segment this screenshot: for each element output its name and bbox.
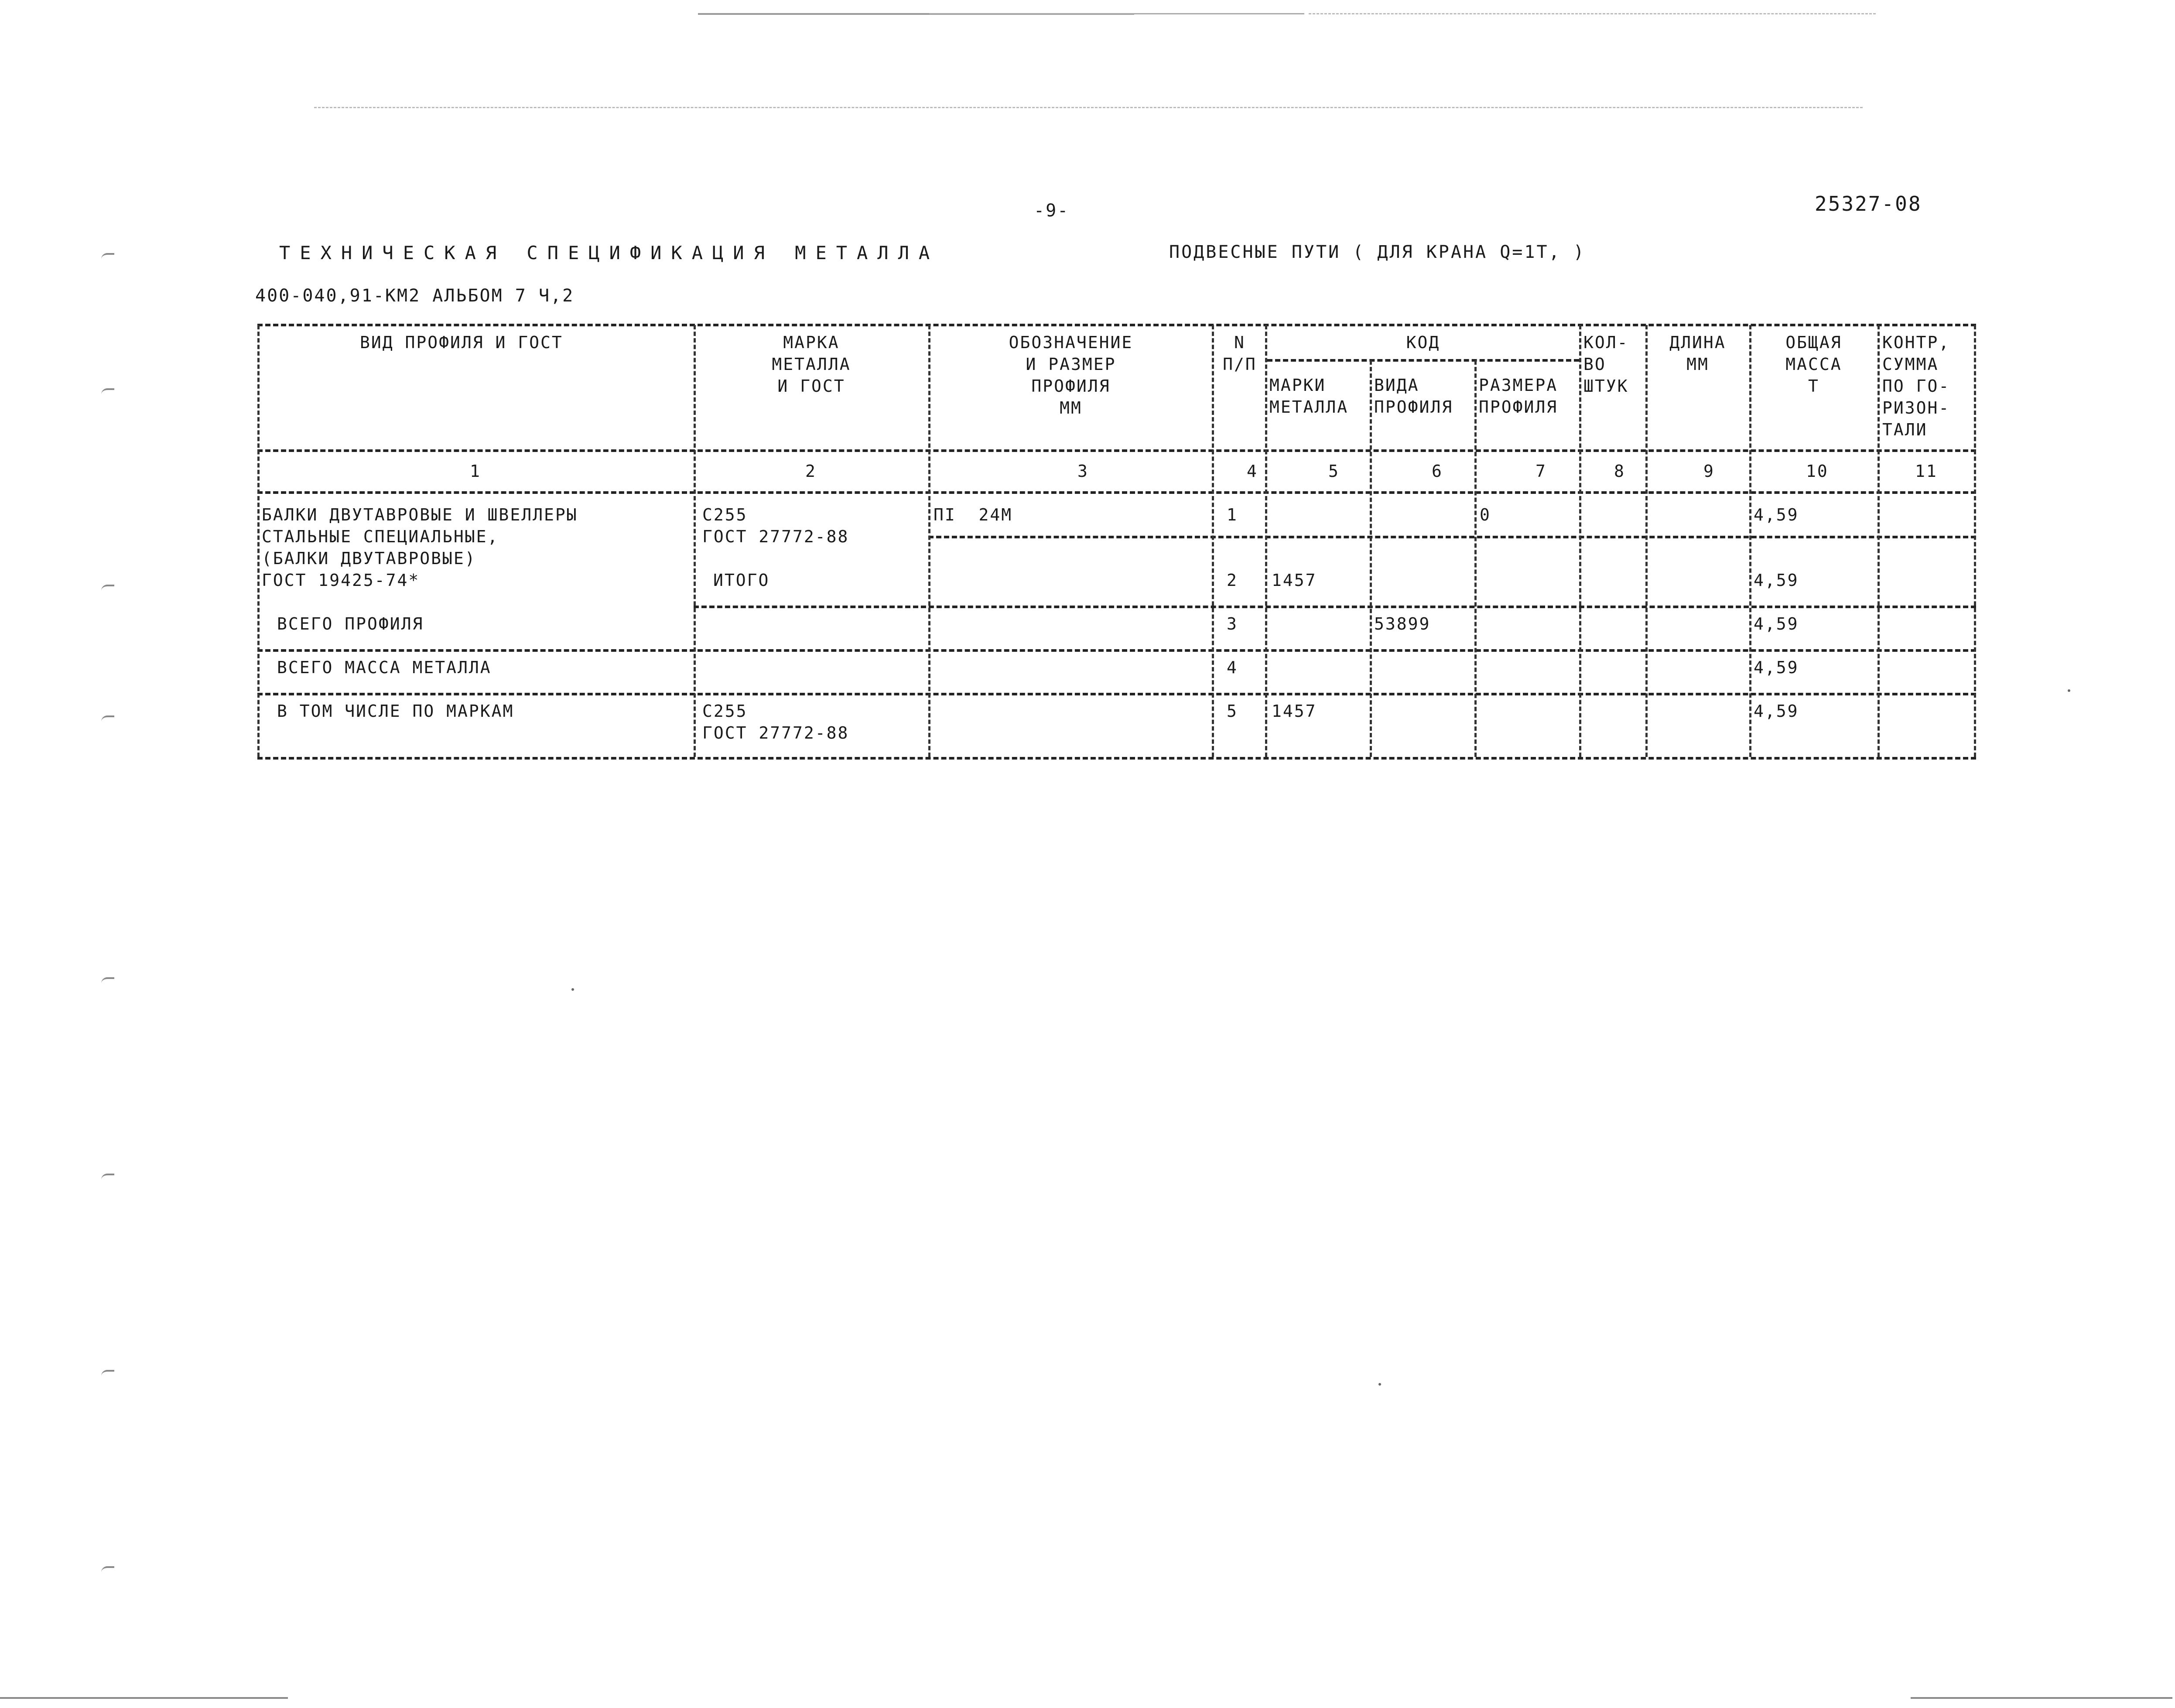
header-length: ДЛИНА ММ bbox=[1669, 333, 1726, 374]
table-column-rule bbox=[1474, 360, 1477, 757]
table-column-rule bbox=[1370, 360, 1372, 757]
column-number: 6 bbox=[1432, 462, 1443, 481]
column-number: 4 bbox=[1247, 462, 1258, 481]
column-number: 2 bbox=[805, 462, 817, 481]
header-code: КОД bbox=[1406, 333, 1440, 352]
row-profile-designation: ПI 24М bbox=[934, 505, 1013, 524]
row-item-number: 1 bbox=[1227, 505, 1238, 524]
table-column-rule bbox=[1974, 325, 1976, 757]
row-item-number: 5 bbox=[1227, 702, 1238, 721]
header-metal-code: МАРКИ МЕТАЛЛА bbox=[1269, 376, 1349, 417]
row-total-mass: 4,59 bbox=[1754, 702, 1799, 721]
table-rule bbox=[257, 693, 1976, 695]
row-profile-size-code: 0 bbox=[1480, 505, 1491, 524]
header-profile-size-code: РАЗМЕРА ПРОФИЛЯ bbox=[1479, 376, 1558, 417]
row-total-mass: 4,59 bbox=[1754, 614, 1799, 633]
row-metal-code: 1457 bbox=[1272, 571, 1317, 590]
column-number: 7 bbox=[1535, 462, 1547, 481]
column-number: 3 bbox=[1077, 462, 1089, 481]
table-rule bbox=[1267, 359, 1579, 362]
scan-artifact-mark bbox=[101, 715, 114, 723]
table-rule bbox=[257, 491, 1976, 494]
document-number: 25327-08 bbox=[1815, 192, 1922, 216]
header-profile-type: ВИД ПРОФИЛЯ И ГОСТ bbox=[360, 333, 563, 352]
table-rule bbox=[694, 606, 1976, 608]
row-metal-code: 1457 bbox=[1272, 702, 1317, 721]
table-rule bbox=[257, 757, 1976, 760]
scan-artifact-line bbox=[1309, 13, 1876, 14]
header-item-number: N П/П bbox=[1223, 333, 1257, 374]
row-total-mass: 4,59 bbox=[1754, 505, 1799, 524]
scan-artifact-mark bbox=[101, 388, 114, 396]
table-column-rule bbox=[928, 325, 930, 757]
table-column-rule bbox=[1212, 325, 1214, 757]
scan-artifact-mark bbox=[101, 1370, 114, 1378]
table-column-rule bbox=[1645, 325, 1648, 757]
table-column-rule bbox=[1579, 325, 1581, 757]
page-title: ТЕХНИЧЕСКАЯ СПЕЦИФИКАЦИЯ МЕТАЛЛА bbox=[279, 242, 940, 264]
scan-artifact-mark bbox=[101, 1174, 114, 1181]
row-metal-grade: С255 ГОСТ 27772-88 bbox=[702, 702, 849, 743]
row-metal-grade: С255 ГОСТ 27772-88 bbox=[702, 505, 849, 546]
header-metal-grade: МАРКА МЕТАЛЛА И ГОСТ bbox=[772, 333, 851, 396]
table-column-rule bbox=[1265, 325, 1267, 757]
album-reference: 400-040,91-КМ2 АЛЬБОМ 7 Ч,2 bbox=[255, 286, 575, 306]
row-item-number: 2 bbox=[1227, 571, 1238, 590]
scan-artifact-mark bbox=[101, 585, 114, 592]
scan-artifact-mark bbox=[101, 1566, 114, 1574]
column-number: 5 bbox=[1328, 462, 1340, 481]
scan-speck bbox=[1378, 1383, 1381, 1386]
row-total-mass: 4,59 bbox=[1754, 571, 1799, 590]
scan-artifact-line bbox=[929, 13, 1304, 14]
table-rule bbox=[257, 449, 1976, 452]
table-rule bbox=[257, 324, 1976, 326]
column-number: 1 bbox=[470, 462, 481, 481]
header-profile-designation: ОБОЗНАЧЕНИЕ И РАЗМЕР ПРОФИЛЯ ММ bbox=[1009, 333, 1133, 418]
row-item-number: 4 bbox=[1227, 658, 1238, 677]
table-column-rule bbox=[694, 325, 696, 757]
column-number: 11 bbox=[1915, 462, 1938, 481]
header-quantity: КОЛ- ВО ШТУК bbox=[1583, 333, 1629, 396]
column-number: 9 bbox=[1703, 462, 1715, 481]
column-number: 8 bbox=[1614, 462, 1625, 481]
table-rule bbox=[928, 536, 1976, 538]
page-subtitle: ПОДВЕСНЫЕ ПУТИ ( ДЛЯ КРАНА Q=1Т, ) bbox=[1169, 242, 1586, 262]
table-row: БАЛКИ ДВУТАВРОВЫЕ И ШВЕЛЛЕРЫ СТАЛЬНЫЕ СПЕЦИАЛЬНЫЕ, (БАЛКИ ДВУТАВРОВЫЕ) ГОСТ 19425-74* bbox=[262, 505, 578, 590]
scan-artifact-mark bbox=[101, 977, 114, 985]
row-profile-kind-code: 53899 bbox=[1374, 614, 1431, 633]
row-total-metal-mass-label: ВСЕГО МАССА МЕТАЛЛА bbox=[277, 658, 492, 677]
row-subtotal-label: ИТОГО bbox=[713, 571, 770, 590]
page-number: -9- bbox=[1034, 201, 1070, 221]
row-item-number: 3 bbox=[1227, 614, 1238, 633]
table-column-rule bbox=[257, 325, 260, 757]
scan-artifact-mark bbox=[101, 253, 114, 261]
header-total-mass: ОБЩАЯ МАССА Т bbox=[1785, 333, 1842, 396]
column-number: 10 bbox=[1806, 462, 1829, 481]
scan-speck bbox=[571, 988, 574, 991]
table-column-rule bbox=[1877, 325, 1880, 757]
row-total-mass: 4,59 bbox=[1754, 658, 1799, 677]
scan-artifact-line bbox=[0, 1697, 288, 1699]
scan-artifact-line bbox=[1911, 1697, 2172, 1699]
scan-speck bbox=[2068, 689, 2070, 692]
header-control-sum: КОНТР, СУММА ПО ГО- РИЗОН- ТАЛИ bbox=[1882, 333, 1950, 439]
row-total-profile-label: ВСЕГО ПРОФИЛЯ bbox=[277, 614, 424, 633]
scan-artifact-line bbox=[314, 107, 1863, 108]
row-by-grade-label: В ТОМ ЧИСЛЕ ПО МАРКАМ bbox=[277, 702, 514, 721]
table-rule bbox=[257, 649, 1976, 652]
header-profile-kind-code: ВИДА ПРОФИЛЯ bbox=[1374, 376, 1453, 417]
